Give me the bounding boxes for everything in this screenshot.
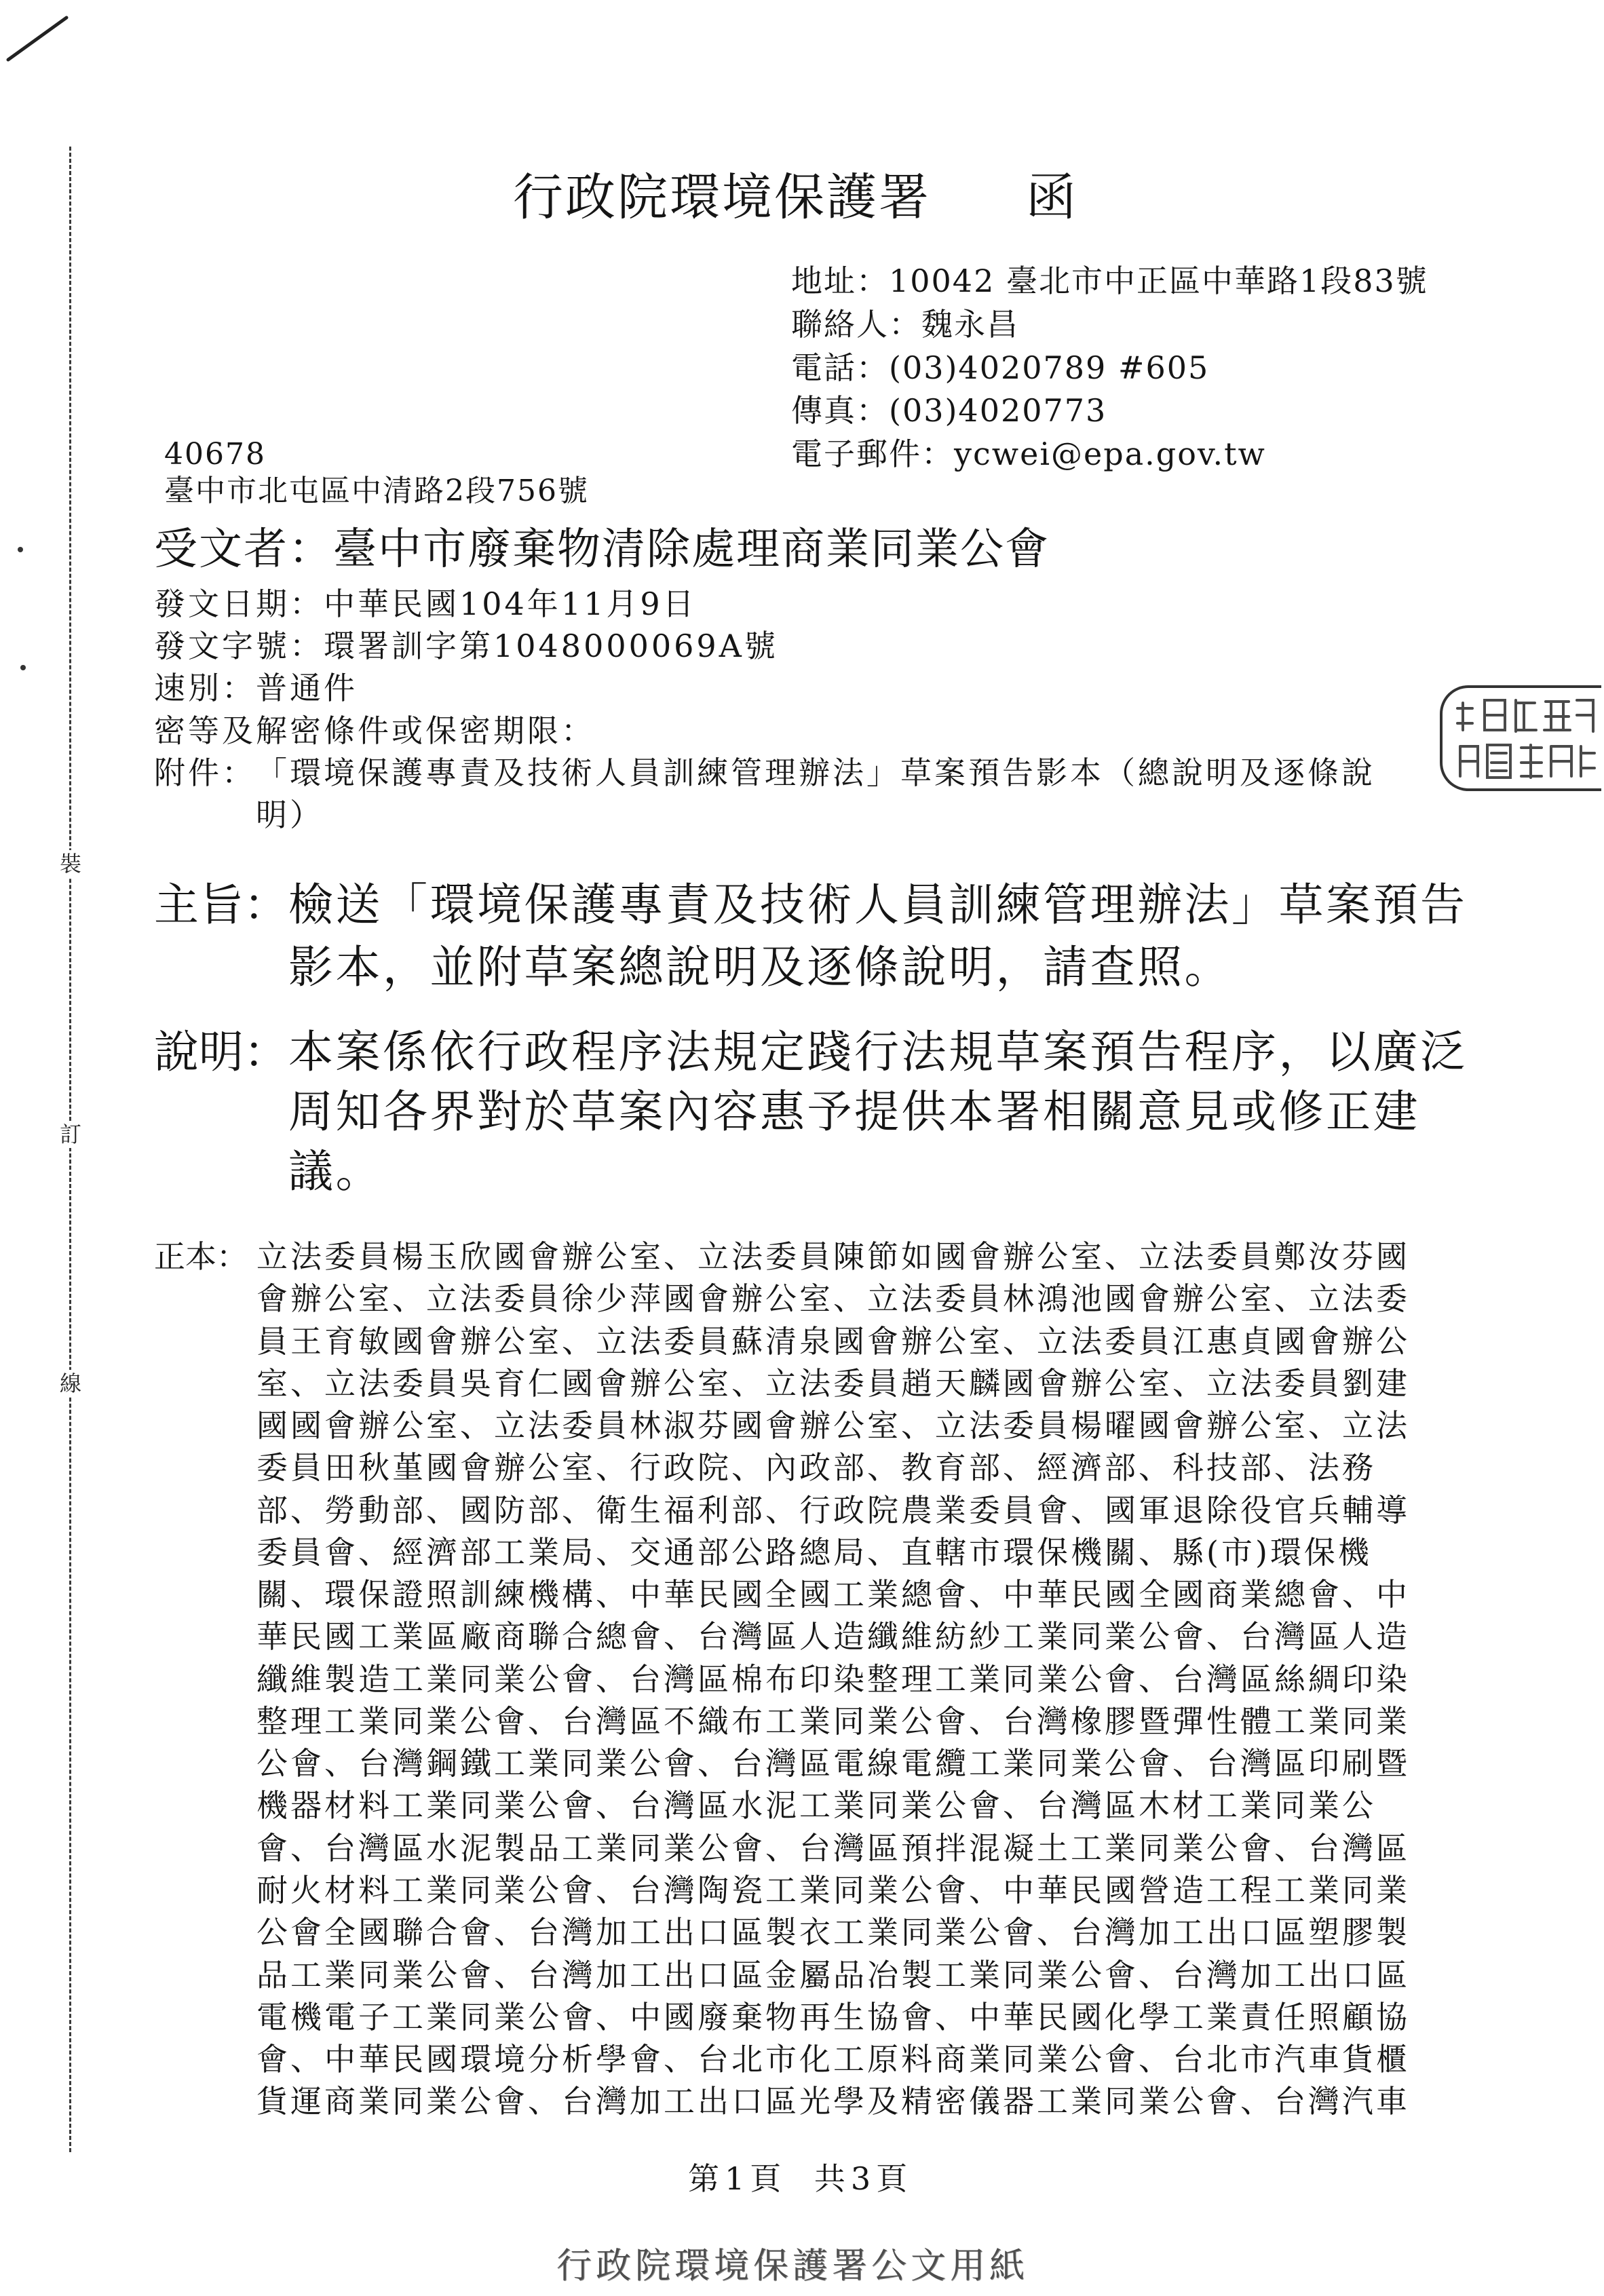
copies-label: 正本：: [154, 1238, 248, 1275]
contact-person-value: 魏永昌: [921, 305, 1019, 343]
sender-contact-block: [791, 260, 1428, 476]
copies-line: 員王育敏國會辦公室、立法委員蘇清泉國會辦公室、立法委員江惠貞國會辦公: [256, 1322, 1410, 1360]
classification-label: 密等及解密條件或保密期限：: [154, 712, 595, 749]
phone-value: (03)4020789 #605: [889, 349, 1210, 386]
issue-date-label: 發文日期：: [154, 586, 324, 622]
copies-line: 貨運商業同業公會、台灣加工出口區光學及精密儀器工業同業公會、台灣汽車: [256, 2083, 1410, 2120]
copies-line: 委員田秋堇國會辦公室、行政院、內政部、教育部、經濟部、科技部、法務: [256, 1449, 1376, 1487]
seal-marks: [1443, 688, 1601, 788]
copies-line: 關、環保證照訓練機構、中華民國全國工業總會、中華民國全國商業總會、中: [256, 1576, 1410, 1613]
priority: [154, 667, 1375, 709]
attachment-line: 「環境保護專責及技術人員訓練管理辦法」草案預告影本（總說明及逐條說: [256, 754, 1375, 791]
fax-value: (03)4020773: [889, 392, 1107, 429]
copies-line: 國國會辦公室、立法委員林淑芬國會辦公室、立法委員楊曜國會辦公室、立法: [256, 1407, 1410, 1444]
email-value: ycwei@epa.gov.tw: [954, 436, 1266, 472]
phone-label: 電話：: [791, 349, 889, 386]
sender-phone: [791, 347, 1428, 390]
page-number: 第1頁 共3頁: [688, 2160, 913, 2197]
copies-line: 部、勞動部、國防部、衛生福利部、行政院農業委員會、國軍退除役官兵輔導: [256, 1491, 1410, 1529]
priority-label: 速別：: [154, 670, 256, 707]
copies-line: 室、立法委員吳育仁國會辦公室、立法委員趙天麟國會辦公室、立法委員劉建: [256, 1364, 1410, 1402]
scan-dots: [14, 543, 34, 678]
recipient-postal-code: 40678: [164, 437, 266, 472]
attachment-text: [256, 752, 1375, 836]
binding-mark-zhuang: 裝: [57, 850, 84, 877]
contact-person-label: 聯絡人：: [791, 305, 921, 343]
copies-line: 機器材料工業同業公會、台灣區水泥工業同業公會、台灣區木材工業同業公: [256, 1787, 1376, 1824]
letterhead-agency: 行政院環境保護署: [513, 168, 931, 227]
explanation-label: 說明：: [154, 1026, 288, 1078]
explanation-text: [288, 1022, 1468, 1202]
attachment: [154, 752, 1375, 836]
copies-line: 會、中華民國環境分析學會、台北市化工原料商業同業公會、台北市汽車貨櫃: [256, 2041, 1410, 2078]
issue-number-value: 環署訓字第1048000069A號: [324, 628, 778, 665]
sender-fax: [791, 389, 1428, 433]
copies-line: 公會全國聯合會、台灣加工出口區製衣工業同業公會、台灣加工出口區塑膠製: [256, 1914, 1410, 1951]
recipient-name: 臺中市廢棄物清除處理商業同業公會: [333, 524, 1050, 575]
copies-line: 耐火材料工業同業公會、台灣陶瓷工業同業公會、中華民國營造工程工業同業: [256, 1871, 1410, 1909]
attachment-label: 附件：: [154, 754, 256, 791]
subject-label: 主旨：: [154, 879, 288, 931]
email-label: 電子郵件：: [791, 436, 954, 472]
recipient-label: 受文者：: [154, 524, 333, 575]
copies-line: 公會、台灣鋼鐵工業同業公會、台灣區電線電纜工業同業公會、台灣區印刷暨: [256, 1745, 1410, 1782]
subject-text: [288, 874, 1468, 999]
binding-dashed-line: [69, 147, 71, 2152]
subject-section: [154, 874, 1468, 999]
priority-value: 普通件: [256, 670, 358, 707]
scan-mark: [0, 0, 75, 68]
official-seal-stamp: [1440, 685, 1601, 791]
address-value: 10042 臺北市中正區中華路1段83號: [889, 263, 1428, 299]
recipient-line: [154, 524, 1050, 575]
copies-line: 華民國工業區廠商聯合總會、台灣區人造纖維紡紗工業同業公會、台灣區人造: [256, 1618, 1410, 1656]
explanation-line: 周知各界對於草案內容惠予提供本署相關意見或修正建: [288, 1086, 1420, 1138]
issue-number-label: 發文字號：: [154, 628, 324, 665]
explanation-line: 本案係依行政程序法規定踐行法規草案預告程序，以廣泛: [288, 1026, 1468, 1078]
copies-list: [256, 1236, 1410, 2123]
issue-date-value: 中華民國104年11月9日: [324, 586, 697, 622]
copies-line: 立法委員楊玉欣國會辦公室、立法委員陳節如國會辦公室、立法委員鄭汝芬國: [256, 1238, 1410, 1275]
binding-mark-ding: 訂: [57, 1121, 84, 1148]
copies-section: [154, 1236, 1410, 2123]
binding-mark-xian: 線: [57, 1370, 84, 1397]
explanation-section: [154, 1022, 1468, 1202]
sender-contact-person: [791, 303, 1428, 347]
issue-number: [154, 625, 1375, 667]
attachment-line: 明）: [256, 797, 324, 834]
copies-line: 品工業同業公會、台灣加工出口區金屬品冶製工業同業公會、台灣加工出口區: [256, 1956, 1410, 1993]
fax-label: 傳真：: [791, 392, 889, 429]
sender-address: [791, 260, 1428, 303]
copies-line: 委員會、經濟部工業局、交通部公路總局、直轄市環保機關、縣(市)環保機: [256, 1533, 1372, 1571]
explanation-line: 議。: [288, 1145, 383, 1198]
copies-line: 會辦公室、立法委員徐少萍國會辦公室、立法委員林鴻池國會辦公室、立法委: [256, 1280, 1410, 1318]
copies-line: 會、台灣區水泥製品工業同業公會、台灣區預拌混凝土工業同業公會、台灣區: [256, 1829, 1410, 1867]
stationery-mark: 行政院環境保護署公文用紙: [556, 2246, 1029, 2287]
subject-line: 檢送「環境保護專責及技術人員訓練管理辦法」草案預告: [288, 879, 1468, 931]
copies-line: 電機電子工業同業公會、中國廢棄物再生協會、中華民國化學工業責任照顧協: [256, 1998, 1410, 2035]
sender-email: [791, 433, 1428, 476]
issue-date: [154, 583, 1375, 625]
copies-line: 纖維製造工業同業公會、台灣區棉布印染整理工業同業公會、台灣區絲綢印染: [256, 1660, 1410, 1698]
document-type: 函: [1026, 168, 1078, 227]
address-label: 地址：: [791, 263, 889, 299]
subject-line: 影本，並附草案總說明及逐條說明，請查照。: [288, 941, 1231, 993]
issue-info-block: [154, 583, 1375, 836]
classification: [154, 710, 1375, 752]
copies-line: 整理工業同業公會、台灣區不織布工業同業公會、台灣橡膠暨彈性體工業同業: [256, 1702, 1410, 1740]
recipient-mailing-address: 臺中市北屯區中清路2段756號: [164, 474, 589, 508]
